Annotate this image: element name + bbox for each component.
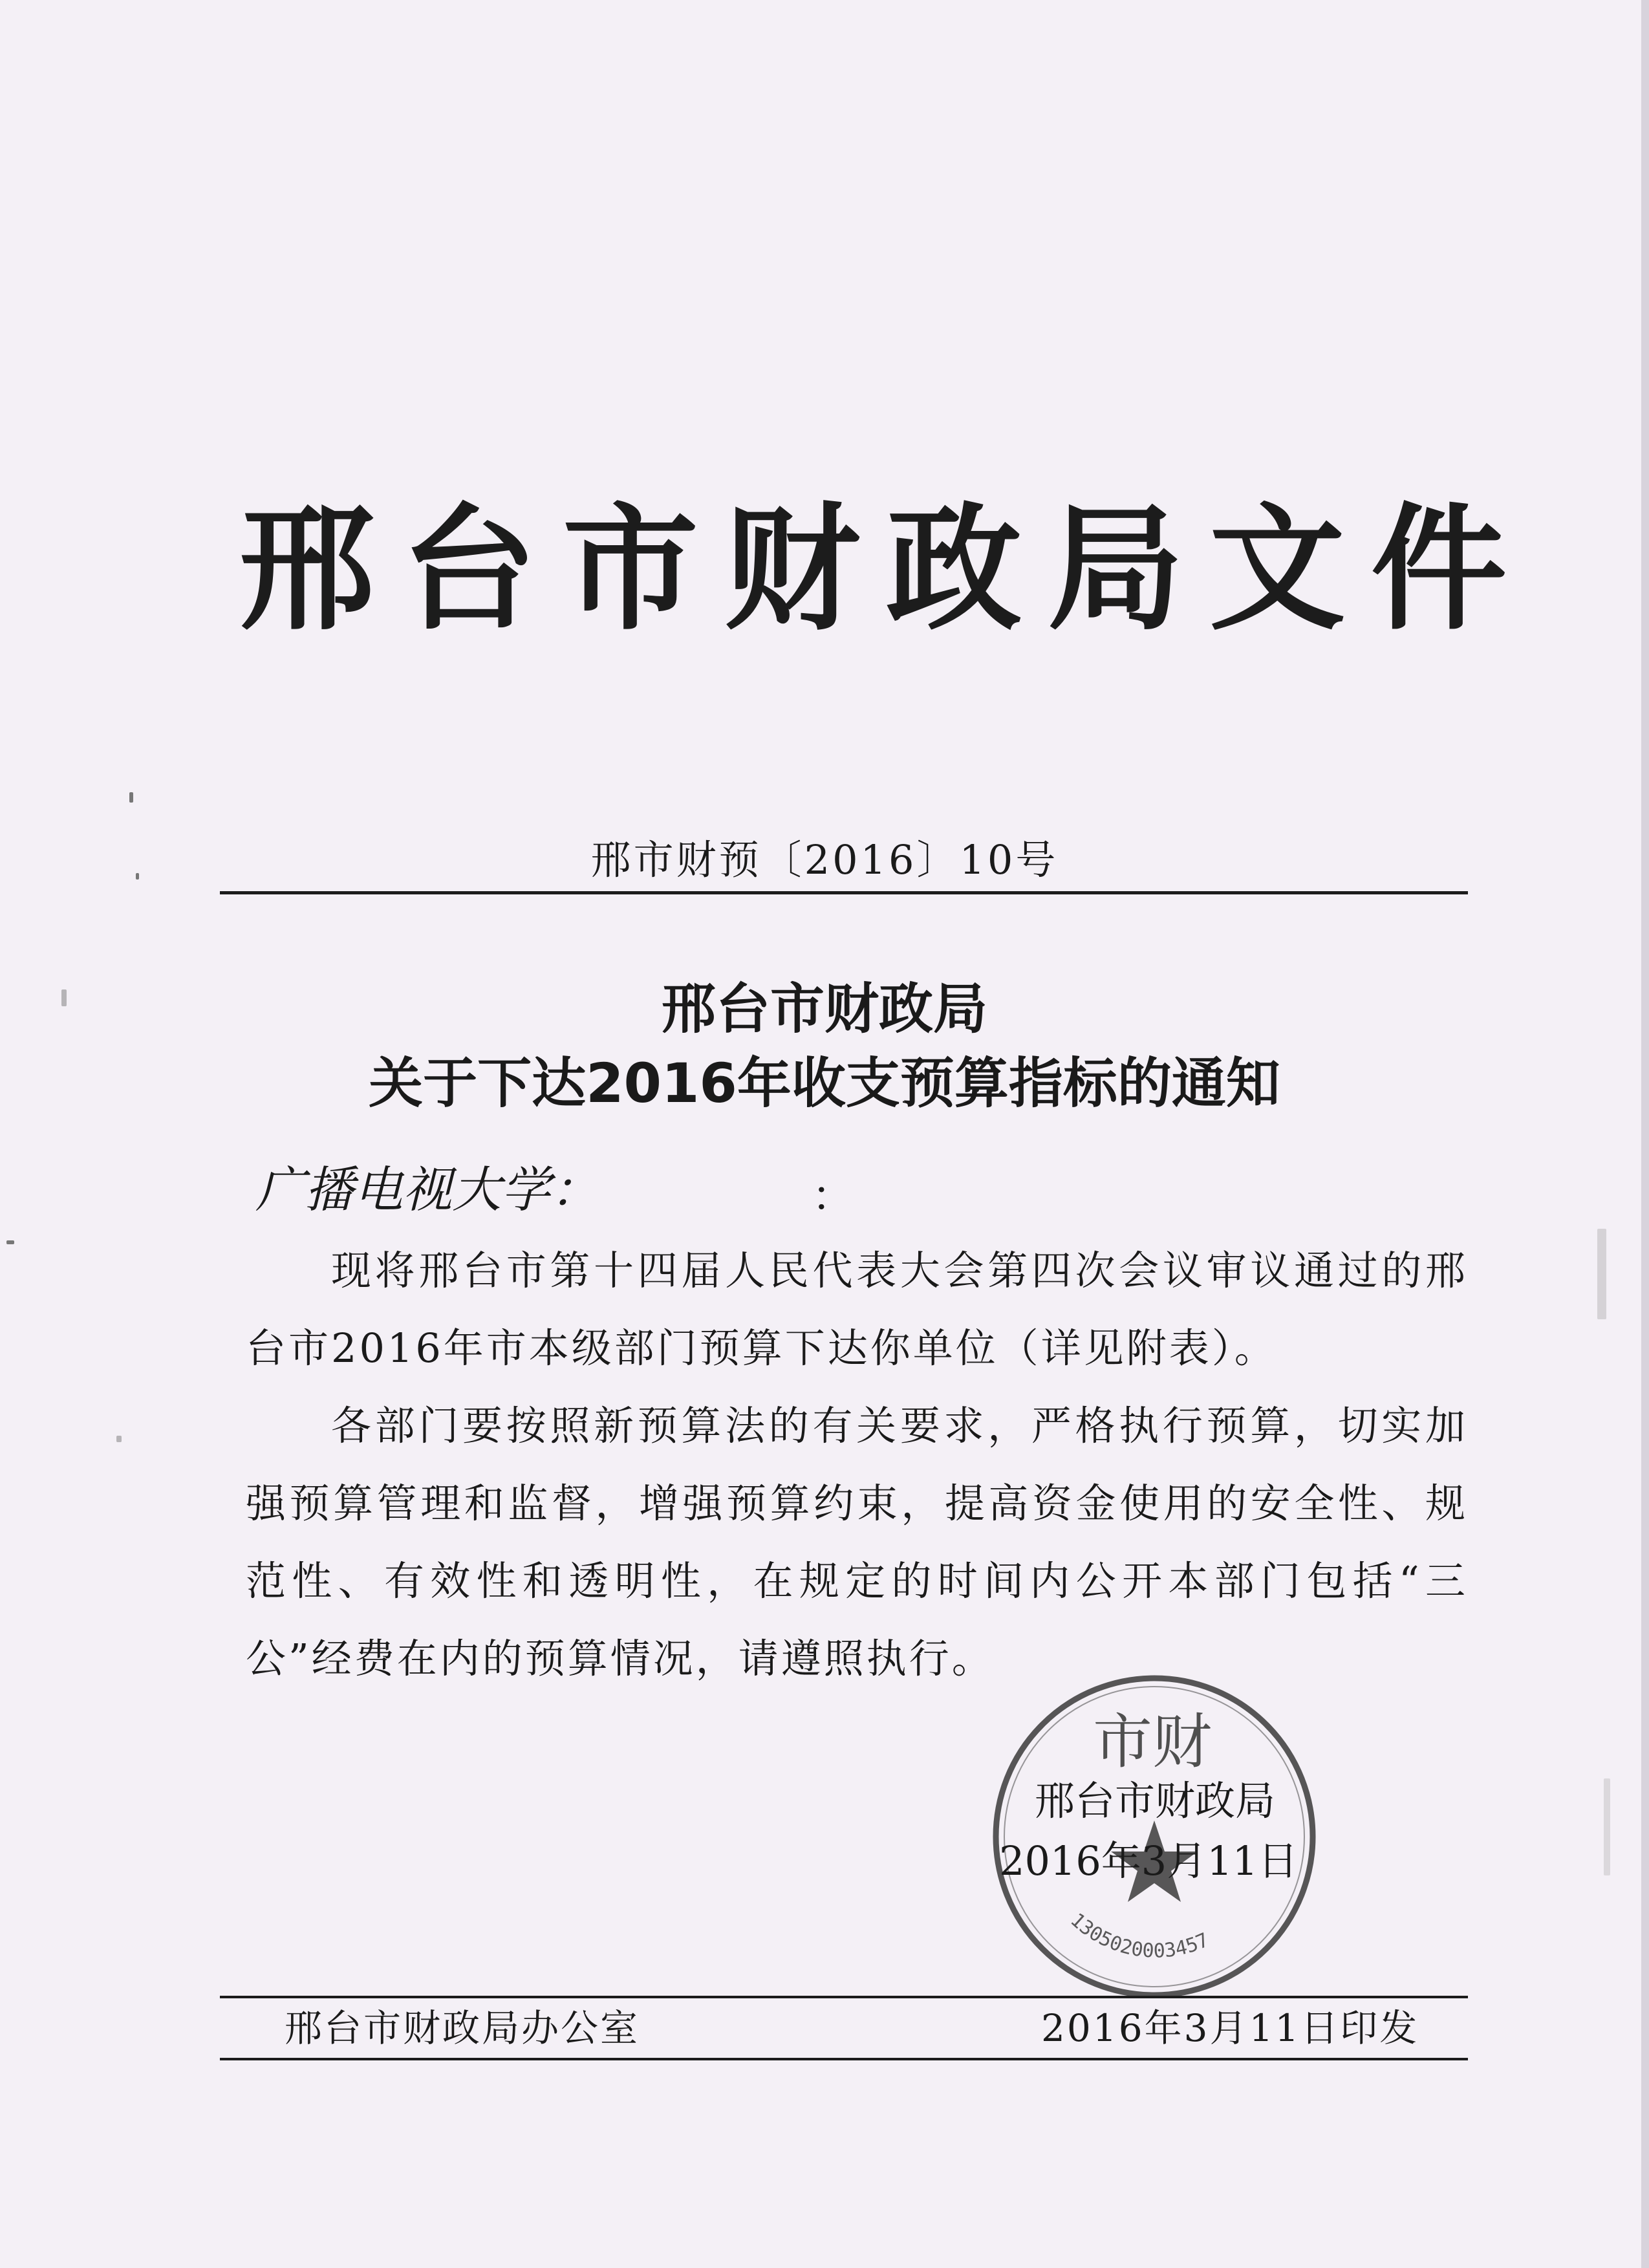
seal-serial-number: 1305020003457 <box>1066 1908 1212 1963</box>
body-paragraph-1: 现将邢台市第十四届人民代表大会第四次会议审议通过的邢台市2016年市本级部门预算下达你单位（详见附表）。 <box>246 1247 1468 1372</box>
footer-top-rule <box>220 1996 1468 1998</box>
scan-speck <box>6 1240 14 1244</box>
masthead-title: 邢台市财政局文件 <box>239 489 1533 649</box>
header-divider <box>220 891 1468 894</box>
signature-date: 2016年3月11日 <box>999 1837 1299 1885</box>
scan-speck <box>136 873 139 880</box>
body-paragraph-2: 各部门要按照新预算法的有关要求，严格执行预算，切实加强预算管理和监督，增强预算约束，提高资金使用的安全性、规范性、有效性和透明性，在规定的时间内公开本部门包括“三公”经费在内的预算情况，请遵照执行。 <box>246 1402 1468 1682</box>
salutation-colon: ： <box>812 1171 854 1221</box>
scan-edge <box>1641 0 1649 2268</box>
footer-bottom-rule <box>220 2058 1468 2060</box>
seal-top-text: 市财 <box>1093 1707 1212 1777</box>
scan-speck <box>116 1436 122 1442</box>
scan-speck <box>1604 1778 1610 1875</box>
scan-speck <box>1597 1229 1606 1319</box>
issuing-office: 邢台市财政局办公室 <box>285 2006 640 2050</box>
recipient-salutation: 广播电视大学： <box>255 1161 599 1218</box>
signature-issuer: 邢台市财政局 <box>1035 1777 1276 1824</box>
notice-body <box>246 1232 1468 1698</box>
scan-speck <box>61 989 67 1006</box>
print-date: 2016年3月11日印发 <box>1041 2006 1419 2050</box>
document-number: 邢市财预〔2016〕10号 <box>590 836 1059 883</box>
notice-title-line2: 关于下达2016年收支预算指标的通知 <box>369 1052 1280 1115</box>
scan-speck <box>129 792 133 803</box>
notice-title-line1: 邢台市财政局 <box>661 977 987 1041</box>
